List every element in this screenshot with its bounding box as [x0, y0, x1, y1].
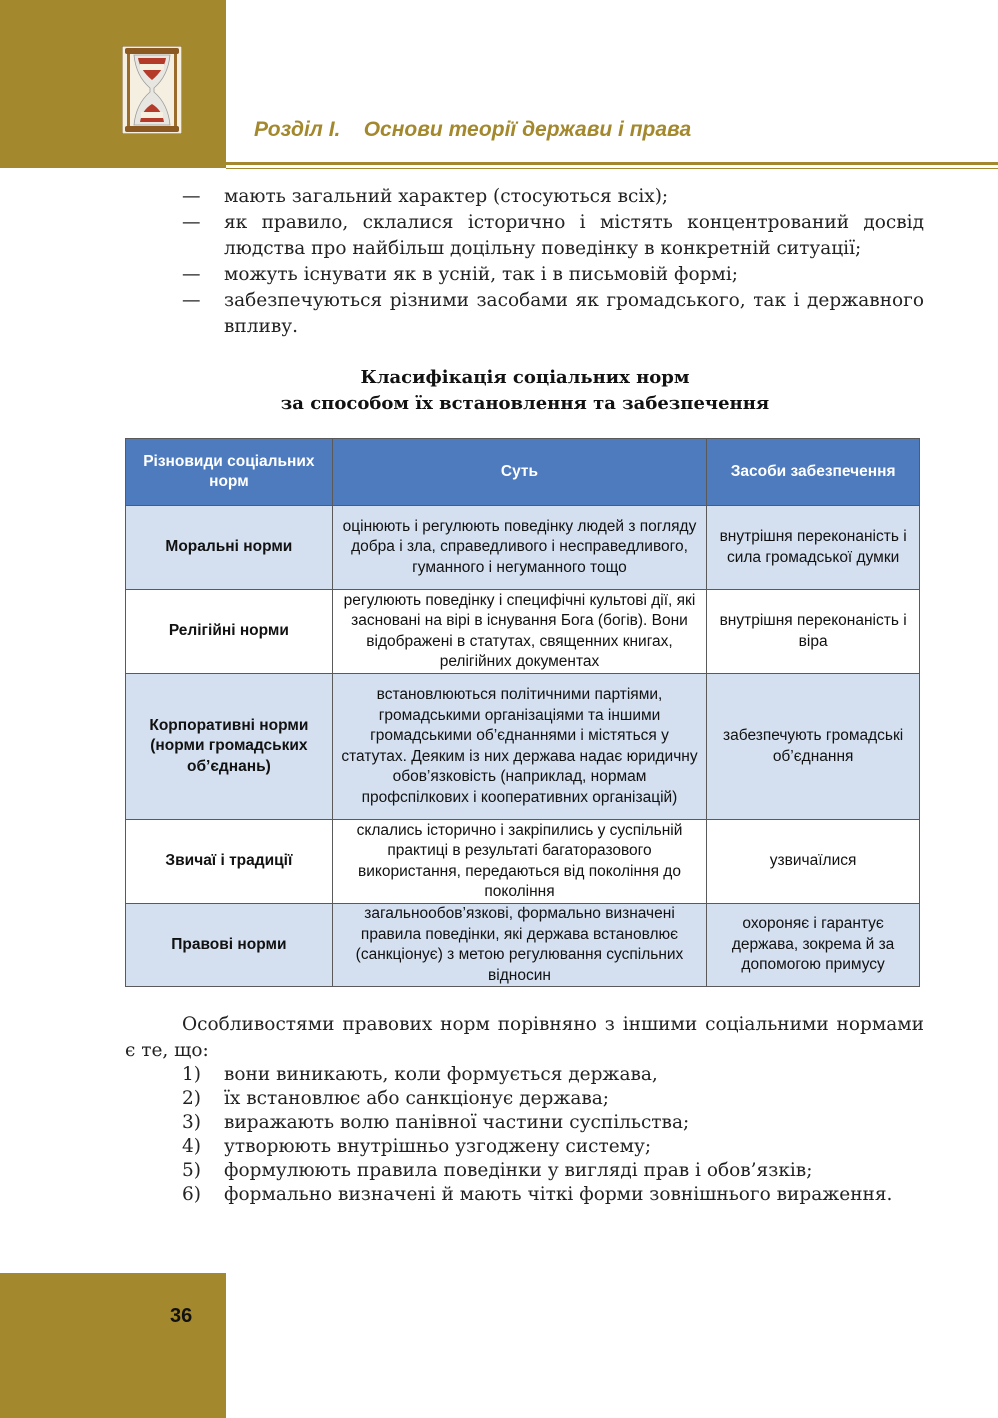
- column-header: Суть: [332, 439, 706, 506]
- table-row: [126, 590, 920, 674]
- norm-means-cell: внутрішня переконаність і сила громадської думки: [707, 506, 920, 590]
- item-text: формулюють правила поведінки у вигляді прав і обов’язків;: [224, 1160, 813, 1181]
- item-number: 6): [182, 1184, 201, 1205]
- norm-kind-cell: Звичаї і традиції: [126, 820, 333, 904]
- header-rule: [226, 162, 998, 165]
- list-item-text: можуть існувати як в усній, так і в письмовій формі;: [224, 264, 738, 285]
- item-text: виражають волю панівної частини суспільства;: [224, 1112, 690, 1133]
- item-text: їх встановлює або санкціонує держава;: [224, 1088, 610, 1109]
- body-paragraph: Особливостями правових норм порівняно з іншими соціальними нормами є те, що:: [125, 1014, 924, 1061]
- numbered-item: [182, 1159, 942, 1183]
- table-title-line: Класифікація соціальних норм: [360, 367, 690, 388]
- list-item: [182, 262, 924, 288]
- chapter-title: Розділ І. Основи теорії держави і права: [254, 118, 692, 141]
- numbered-item: [182, 1183, 942, 1207]
- list-dash: —: [182, 290, 201, 311]
- norm-means-cell: узвичаїлися: [707, 820, 920, 904]
- list-dash: —: [182, 212, 201, 233]
- norm-kind-cell: Корпоративні норми (норми громадських об’єднань): [126, 674, 333, 820]
- norm-means-cell: охороняє і гарантує держава, зокрема й за допомогою примусу: [707, 904, 920, 987]
- norm-means-cell: забезпечують громадські об’єднання: [707, 674, 920, 820]
- page-number: 36: [170, 1305, 193, 1327]
- item-number: 4): [182, 1136, 201, 1157]
- norm-means-cell: внутрішня переконаність і віра: [707, 590, 920, 674]
- norms-classification-table: [125, 438, 920, 987]
- norm-essence-cell: оцінюють і регулюють поведінку людей з погляду добра і зла, справедливого і несправедливого, гуманного і негуманного тощо: [332, 506, 706, 590]
- table-title-line: за способом їх встановлення та забезпечення: [280, 393, 770, 414]
- list-item: [182, 184, 924, 210]
- item-number: 3): [182, 1112, 201, 1133]
- norm-essence-cell: загальнообов’язкові, формально визначені правила поведінки, які держава встановлює (санкціонує) з метою регулювання суспільних відносин: [332, 904, 706, 987]
- header-corner-block: [0, 0, 226, 168]
- norm-kind-cell: Моральні норми: [126, 506, 333, 590]
- hourglass-icon: [122, 46, 182, 134]
- header-rule-thin: [226, 168, 998, 169]
- list-item: [182, 288, 924, 340]
- column-header: Різновиди соціальних норм: [126, 439, 333, 506]
- list-dash: —: [182, 186, 201, 207]
- item-text: утворюють внутрішньо узгоджену систему;: [224, 1136, 652, 1157]
- list-dash: —: [182, 264, 201, 285]
- list-item-text: мають загальний характер (стосуються всіх);: [224, 186, 669, 207]
- column-header: Засоби забезпечення: [707, 439, 920, 506]
- table-row: [126, 506, 920, 590]
- item-text: формально визначені й мають чіткі форми зовнішнього вираження.: [224, 1184, 893, 1205]
- norm-kind-cell: Релігійні норми: [126, 590, 333, 674]
- norm-essence-cell: регулюють поведінку і специфічні культові дії, які засновані на вірі в існування Бога (богів). Вони відображені в статутах, священних книгах, релігійних документах: [332, 590, 706, 674]
- item-number: 2): [182, 1088, 201, 1109]
- table-row: [126, 820, 920, 904]
- table-title: [0, 365, 998, 417]
- table-header-row: [126, 439, 920, 506]
- numbered-item: [182, 1063, 942, 1087]
- norm-kind-cell: Правові норми: [126, 904, 333, 987]
- item-number: 1): [182, 1064, 201, 1085]
- norm-essence-cell: склались історично і закріпились у суспільній практиці в результаті багаторазового використання, передаються від покоління до покоління: [332, 820, 706, 904]
- numbered-item: [182, 1087, 942, 1111]
- list-item-text: забезпечуються різними засобами як громадського, так і державного впливу.: [224, 290, 924, 337]
- norm-essence-cell: встановлюються політичними партіями, громадськими організаціями та іншими громадськими об’єднаннями і містяться у статутах. Деяким із них держава надає юридичну обов’язковість (наприклад, нормам профспілкових і кооперативних організацій): [332, 674, 706, 820]
- list-item-text: як правило, склалися історично і містять концентрований досвід людства про найбільш доцільну поведінку в конкретній ситуації;: [224, 212, 924, 259]
- table-row: [126, 674, 920, 820]
- table-row: [126, 904, 920, 987]
- numbered-item: [182, 1111, 942, 1135]
- footer-corner-block: [0, 1273, 226, 1418]
- numbered-item: [182, 1135, 942, 1159]
- item-number: 5): [182, 1160, 201, 1181]
- item-text: вони виникають, коли формується держава,: [224, 1064, 658, 1085]
- list-item: [182, 210, 924, 262]
